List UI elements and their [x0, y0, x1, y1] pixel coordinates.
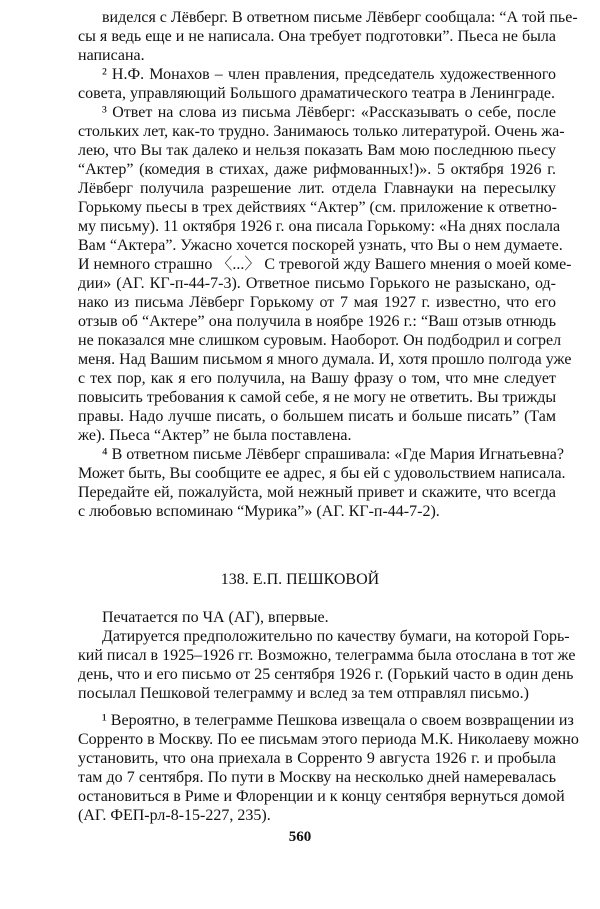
text-line: (АГ. ФЕП-рл-8-15-227, 235).	[78, 807, 271, 824]
text-line: же). Пьеса “Актер” не была поставлена.	[78, 427, 352, 444]
text-line: виделся с Лёвберг. В ответном письме Лёвберг сообщала: “А той пье-	[102, 9, 578, 26]
paragraph	[78, 8, 578, 65]
page-number: 560	[288, 829, 312, 845]
paragraph	[78, 65, 556, 103]
text-line: нако из письма Лёвберг Горькому от 7 мая 1927 г. известно, что его	[78, 294, 556, 311]
text-line: Датируется предположительно по качеству бумаги, на которой Горь-	[102, 628, 570, 645]
footnotes-top	[78, 8, 578, 521]
paragraph	[78, 711, 579, 825]
text-line: посылал Пешковой телеграмму и вслед за тем отправлял письмо.)	[78, 685, 529, 702]
paragraph	[78, 103, 572, 445]
footnotes-bottom	[78, 711, 579, 825]
text-line: там до 7 сентября. По пути в Москву на несколько дней намеревалась	[78, 769, 556, 786]
text-line: совета, управляющий Большого драматического театра в Ленинграде.	[78, 85, 555, 102]
text-line: И немного страшно 〈...〉 С тревогой жду Вашего мнения о моей коме-	[78, 256, 572, 273]
text-line: повысить требования к самой себе, я не могу не ответить. Вы трижды	[78, 389, 557, 406]
text-line: ³ Ответ на слова из письма Лёвберг: «Рассказывать о себе, после	[102, 104, 556, 121]
text-line: правы. Надо лучше писать, о большем писать и больше писать” (Там	[78, 408, 556, 425]
text-line: Вам “Актера”. Ужасно хочется поскорей узнать, что Вы о нем думаете.	[78, 237, 563, 254]
text-line: дии» (АГ. КГ-п-44-7-3). Ответное письмо Горького не разыскано, од-	[78, 275, 556, 292]
text-line: написана.	[78, 47, 145, 64]
text-line: с любовью вспоминаю “Мурика”» (АГ. КГ-п-44-7-2).	[78, 503, 440, 520]
text-line: с тех пор, как я его получила, на Вашу фразу о том, что мне следует	[78, 370, 556, 387]
text-line: Горькому пьесы в трех действиях “Актер” (см. приложение к ответно-	[78, 199, 557, 216]
text-line: установить, что она приехала в Сорренто 9 августа 1926 г. и пробыла	[78, 750, 556, 767]
text-line: ² Н.Ф. Монахов – член правления, председатель художественного	[102, 66, 556, 83]
text-line: Сорренто в Москву. По ее письмам этого периода М.К. Николаеву можно	[78, 731, 579, 748]
section-heading: 138. Е.П. ПЕШКОВОЙ	[220, 571, 380, 588]
text-line: стольких лет, как-то трудно. Занимаюсь только литературой. Очень жа-	[78, 123, 565, 140]
paragraph	[78, 445, 566, 521]
text-line: сы я ведь еще и не написала. Она требует подготовки”. Пьеса не была	[78, 28, 556, 45]
text-line: остановиться в Риме и Флоренции и к концу сентября вернуться домой	[78, 788, 565, 805]
text-line: Лёвберг получила разрешение лит. отдела Главнауки на пересылку	[78, 180, 556, 197]
text-line: меня. Над Вашим письмом я много думала. И, хотя прошло полгода уже	[78, 351, 572, 368]
paragraph	[78, 627, 576, 703]
text-line: “Актер” (комедия в стихах, даже рифмованных!)». 5 октября 1926 г.	[78, 161, 556, 178]
text-line: Передайте ей, пожалуйста, мой нежный привет и скажите, что всегда	[78, 484, 556, 501]
paragraph	[78, 608, 556, 627]
text-line: ¹ Вероятно, в телеграмме Пешкова извещала о своем возвращении из	[102, 712, 574, 729]
text-line: день, что и его письмо от 25 сентября 1926 г. (Горький часто в один день	[78, 666, 574, 683]
text-line: му письму). 11 октября 1926 г. она писала Горькому: «На днях послала	[78, 218, 561, 235]
commentary-intro	[78, 608, 576, 703]
text-line: кий писал в 1925–1926 гг. Возможно, телеграмма была отослана в тот же	[78, 647, 576, 664]
text-line: отзыв об “Актере” она получила в ноябре 1926 г.: “Ваш отзыв отнюдь	[78, 313, 556, 330]
text-line: Может быть, Вы сообщите ее адрес, я бы ей с удовольствием написала.	[78, 465, 566, 482]
text-line: Печатается по ЧА (АГ), впервые.	[102, 609, 329, 626]
text-line: лею, что Вы так далеко и нельзя показать Вам мою последнюю пьесу	[78, 142, 556, 159]
text-line: не показался мне слишком суровым. Наоборот. Он подбодрил и согрел	[78, 332, 562, 349]
text-line: ⁴ В ответном письме Лёвберг спрашивала: «Где Мария Игнатьевна?	[102, 446, 564, 463]
